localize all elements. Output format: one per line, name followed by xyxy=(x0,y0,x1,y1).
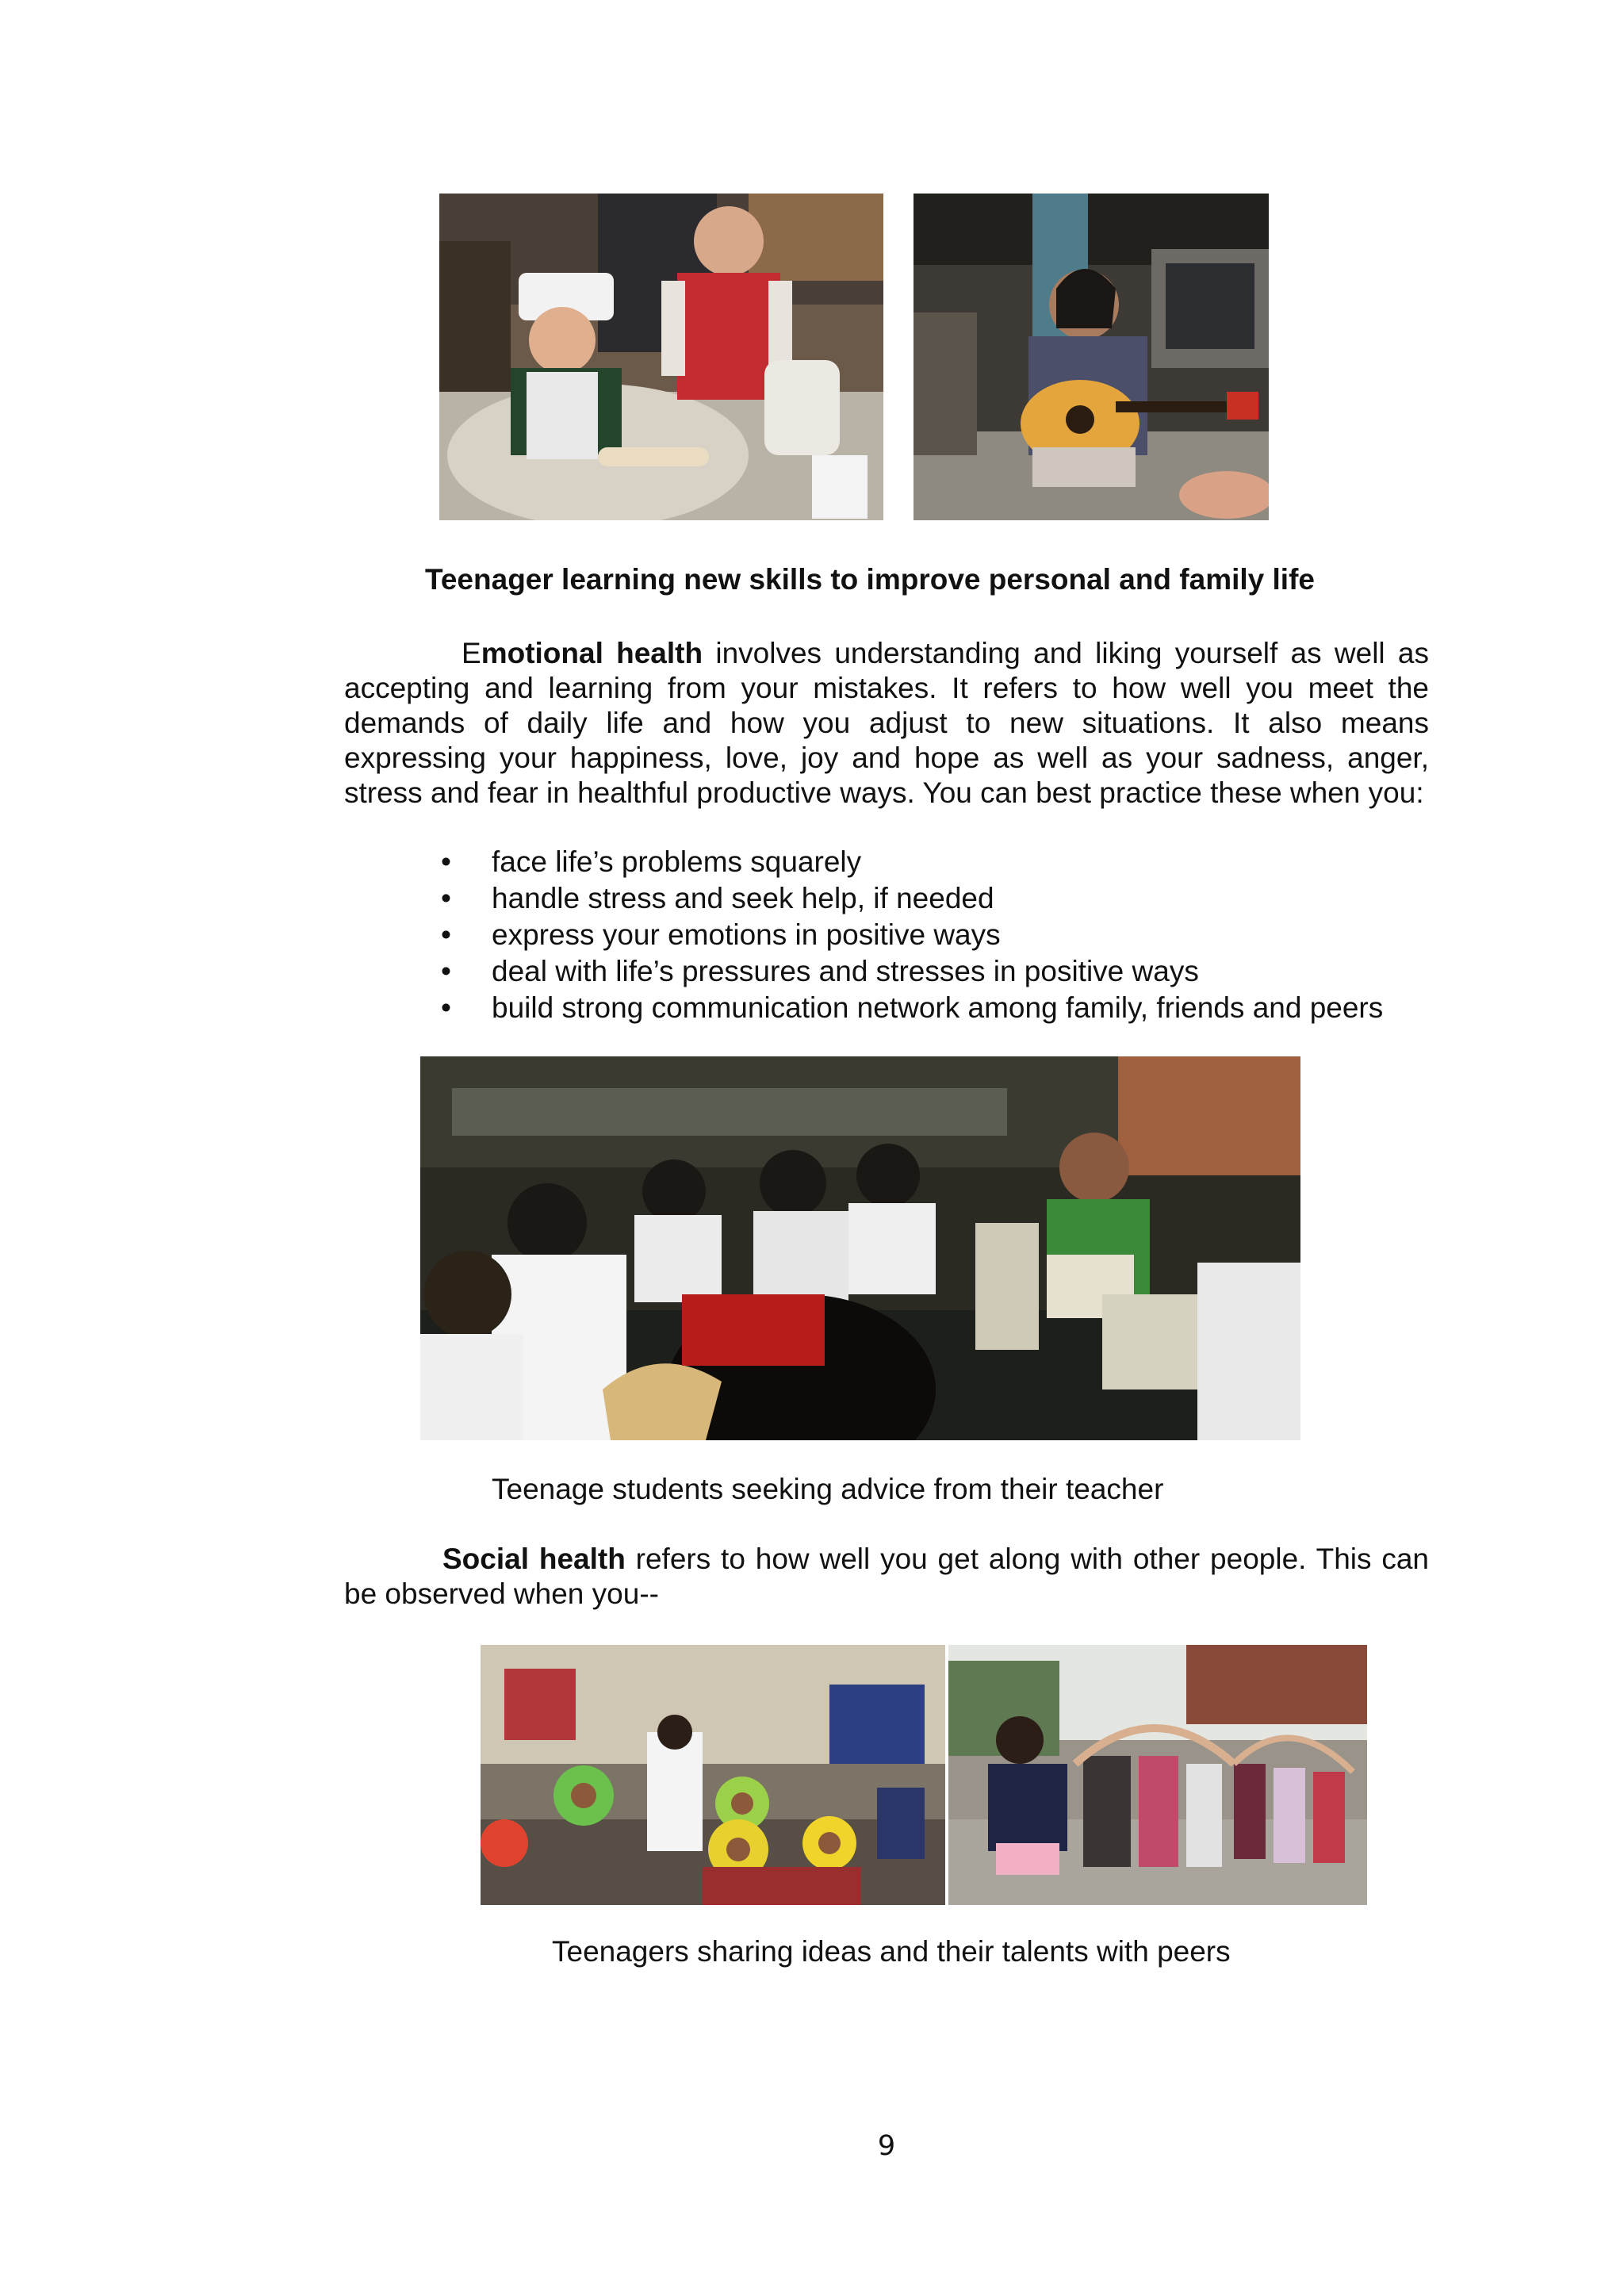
photo-caption-skills: Teenager learning new skills to improve personal and family life xyxy=(425,563,1315,596)
list-item: • build strong communication network among family, friends and peers xyxy=(441,990,1383,1026)
list-item: • deal with life’s pressures and stresses in positive ways xyxy=(441,953,1383,990)
emotional-first-letter: E xyxy=(462,637,481,669)
photo-school-performance xyxy=(481,1645,945,1905)
emotional-health-list xyxy=(441,844,1383,1026)
emotional-health-term: motional health xyxy=(481,637,703,669)
page-number: 9 xyxy=(877,2130,896,2162)
list-item: • express your emotions in positive ways xyxy=(441,917,1383,953)
social-health-paragraph xyxy=(344,1542,1429,1612)
emotional-health-body: involves understanding and liking yourself as well as accepting and learning from your mistakes. It refers to how well you meet the demands of daily life and how you adjust to new situations. It also means expressing your happiness, love, joy and hope as well as your sadness, anger, stress and fear in healthful productive ways. You can best practice these when you: xyxy=(344,637,1429,809)
photo-students-teacher xyxy=(420,1056,1300,1440)
list-item: • face life’s problems squarely xyxy=(441,844,1383,880)
emotional-health-paragraph xyxy=(344,636,1429,811)
photo-caption-advice: Teenage students seeking advice from their teacher xyxy=(492,1473,1164,1505)
list-item: • handle stress and seek help, if needed xyxy=(441,880,1383,917)
photo-teen-guitar xyxy=(914,194,1269,520)
photo-caption-talents: Teenagers sharing ideas and their talents with peers xyxy=(552,1935,1231,1968)
photo-outdoor-dance xyxy=(948,1645,1367,1905)
photo-teen-baking xyxy=(439,194,883,520)
social-health-term: Social health xyxy=(442,1543,626,1575)
social-health-body: refers to how well you get along with other people. This can be observed when you-- xyxy=(344,1543,1429,1610)
